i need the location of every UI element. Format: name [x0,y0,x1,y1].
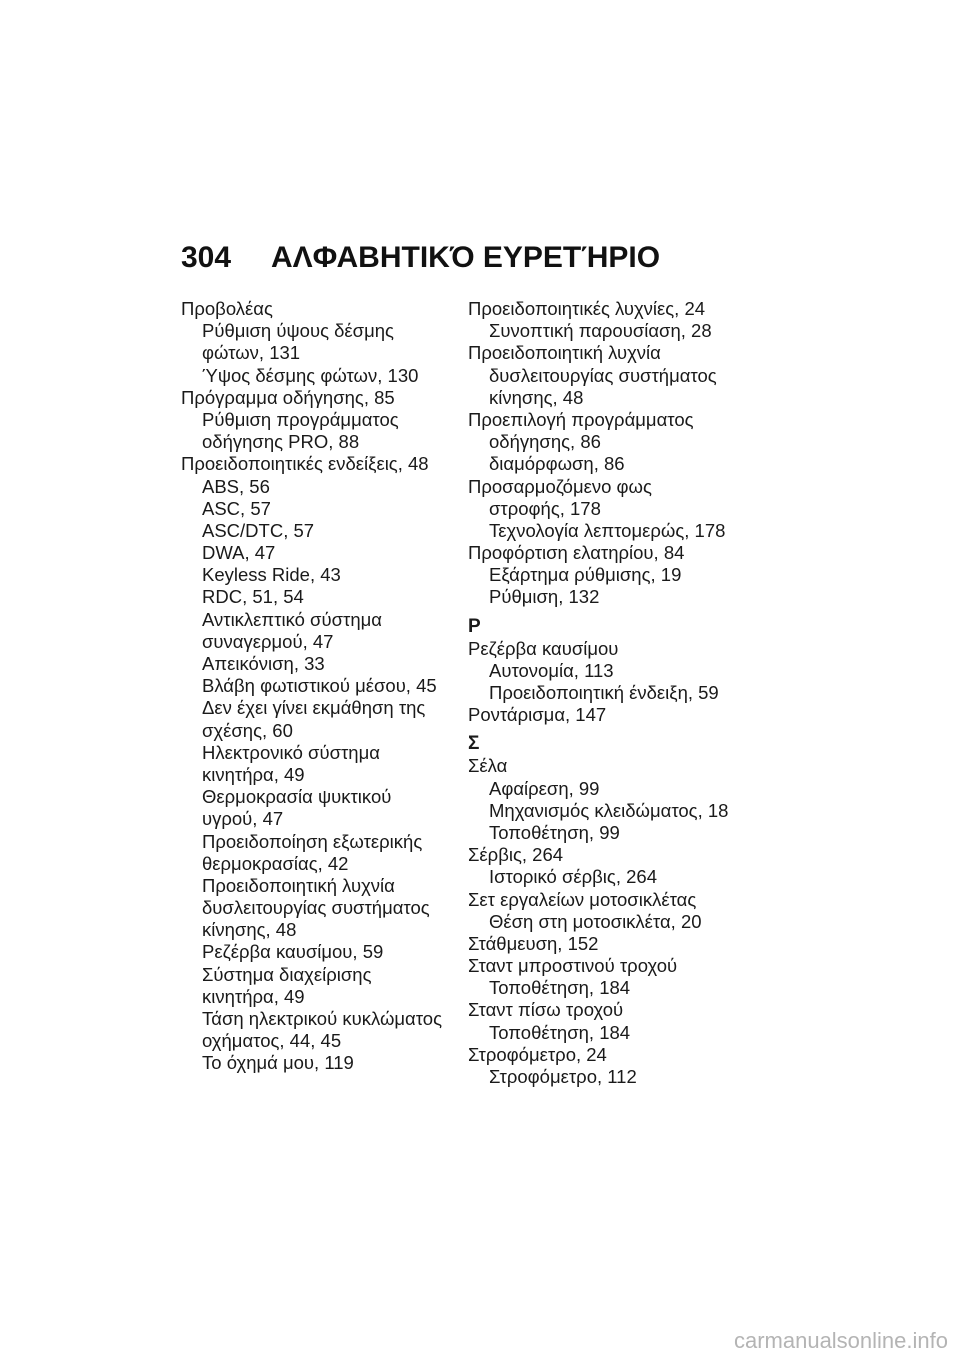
index-column-left [181,298,451,1075]
index-entry: Προβολέας [181,298,273,319]
index-subentry: Εξάρτημα ρύθμισης, 19 [489,564,682,586]
index-subentry: Βλάβη φωτιστικού μέσου, 45 [202,675,437,697]
index-subentry: σχέσης, 60 [202,719,293,741]
page-title: ΑΛΦΑΒΗΤΙΚΌ ΕΥΡΕΤΉΡΙΟ [271,241,661,274]
index-entry: Σταντ μπροστινού τροχού [468,955,678,977]
index-letter-heading: Ρ [468,615,481,637]
index-subentry: Δεν έχει γίνει εκμάθηση της [202,697,426,719]
index-subentry: Αυτονομία, 113 [489,659,614,681]
index-entry: Σέλα [468,755,508,777]
watermark: carmanualsonline.info [733,1328,948,1353]
index-subentry: ABS, 56 [202,475,270,497]
index-subentry: κινητήρα, 49 [202,763,305,785]
index-entry: Προειδοποιητική λυχνία [468,342,661,364]
index-entry: Σταντ πίσω τροχού [468,999,624,1021]
index-subentry: στροφής, 178 [489,497,601,519]
index-subentry: Τάση ηλεκτρικού κυκλώματος [202,1008,442,1029]
index-entry: Προειδοποιητικές ενδείξεις, 48 [181,453,429,475]
index-entry: Στάθμευση, 152 [468,932,599,954]
index-entry: Σετ εργαλείων μοτοσικλέτας [468,888,697,910]
index-subentry: οχήματος, 44, 45 [202,1030,342,1052]
page-header [181,241,660,275]
index-subentry: ASC/DTC, 57 [202,519,315,541]
index-subentry: Το όχημά μου, 119 [202,1052,354,1074]
index-subentry: Ρύθμιση, 132 [489,586,600,608]
index-entry: Ροντάρισμα, 147 [468,704,607,726]
index-subentry: Συνοπτική παρουσίαση, 28 [489,320,712,342]
index-subentry: οδήγησης, 86 [489,431,601,453]
index-entry: Προσαρμοζόμενο φως [468,475,652,497]
index-subentry: υγρού, 47 [202,808,284,830]
index-entry: Προεπιλογή προγράμματος [468,408,694,430]
index-entry: Στροφόμετρο, 24 [468,1043,607,1065]
index-subentry: Ρύθμιση ύψους δέσμης [202,320,394,342]
index-subentry: θερμοκρασίας, 42 [202,852,349,874]
index-subentry: διαμόρφωση, 86 [489,453,625,475]
index-subentry: Θέση στη μοτοσικλέτα, 20 [489,910,702,932]
index-subentry: Ύψος δέσμης φώτων, 130 [202,364,419,386]
index-subentry: κινητήρα, 49 [202,985,305,1007]
index-subentry: Αφαίρεση, 99 [489,777,600,799]
index-subentry: RDC, 51, 54 [202,586,304,608]
index-subentry: οδήγησης PRO, 88 [202,431,360,453]
index-subentry: Τοποθέτηση, 184 [489,1021,631,1043]
index-subentry: Ηλεκτρονικό σύστημα [202,741,380,763]
page-number: 304 [181,241,232,274]
index-subentry: DWA, 47 [202,542,276,564]
index-subentry: συναγερμού, 47 [202,630,334,652]
index-entry: Προφόρτιση ελατηρίου, 84 [468,542,685,564]
index-subentry: Προειδοποιητική λυχνία [202,874,395,896]
index-subentry: Ιστορικό σέρβις, 264 [489,866,657,888]
index-subentry: Τεχνολογία λεπτομερώς, 178 [489,519,726,541]
index-entry: Πρόγραμμα οδήγησης, 85 [181,386,395,408]
index-subentry: Ρύθμιση προγράμματος [202,408,399,430]
index-entry: Προειδοποιητικές λυχνίες, 24 [468,298,706,319]
index-subentry: Προειδοποιητική ένδειξη, 59 [489,682,719,703]
index-subentry: κίνησης, 48 [489,386,584,408]
index-column-right [468,298,758,1088]
index-subentry: Αντικλεπτικό σύστημα [202,608,382,630]
index-entry: Σέρβις, 264 [468,844,564,866]
index-subentry: Στροφόμετρο, 112 [489,1066,637,1087]
index-subentry: Τοποθέτηση, 184 [489,977,631,999]
index-subentry: Απεικόνιση, 33 [202,653,325,674]
index-subentry: φώτων, 131 [202,342,301,364]
index-letter-heading: Σ [468,733,480,755]
index-subentry: Προειδοποίηση εξωτερικής [202,830,423,852]
index-subentry: Σύστημα διαχείρισης [202,963,372,985]
index-subentry: δυσλειτουργίας συστήματος [202,897,430,919]
index-entry: Ρεζέρβα καυσίμου [468,637,619,659]
index-subentry: Τοποθέτηση, 99 [489,821,620,843]
index-subentry: δυσλειτουργίας συστήματος [489,364,717,386]
index-subentry: Ρεζέρβα καυσίμου, 59 [202,941,384,963]
index-subentry: Μηχανισμός κλειδώματος, 18 [489,799,729,821]
index-subentry: Θερμοκρασία ψυκτικού [202,786,392,808]
index-subentry: Keyless Ride, 43 [202,564,341,586]
index-subentry: ASC, 57 [202,497,271,519]
index-subentry: κίνησης, 48 [202,919,297,941]
